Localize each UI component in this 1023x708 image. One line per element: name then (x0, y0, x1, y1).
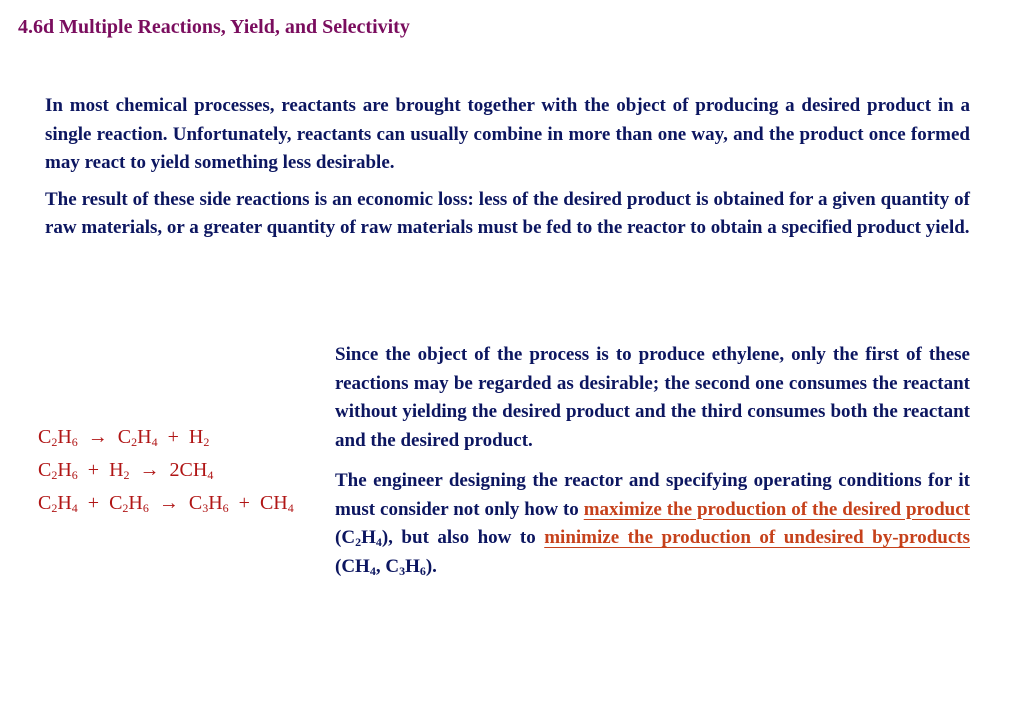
intro-paragraph-2: The result of these side reactions is an economic loss: less of the desired product is obtained for a given quantity of raw materials, or a greater quantity of raw materials must be fed to the reactor to obtain a specified product yield. (45, 188, 970, 238)
plus-sign: + (238, 492, 250, 514)
formula-h2: $H_2$ (188, 426, 210, 449)
reaction-2 (38, 454, 328, 487)
formula-h2: $H_2$ (109, 459, 130, 482)
formula-c2h6: $C_2H_6$ (38, 459, 78, 482)
formula-c2h4: $C_2H_4$ (38, 492, 78, 515)
page-title: 4.6d Multiple Reactions, Yield, and Selectivity (18, 16, 410, 38)
reaction-arrow: → (87, 426, 108, 448)
intro-paragraph-1: In most chemical processes, reactants are brought together with the object of producing a desired product in a single reaction. Unfortunately, reactants can usually combine in more than one way, and the product once formed may react to yield something less desirable. (45, 95, 970, 173)
reaction-arrow: → (158, 492, 179, 514)
reaction-equations (38, 421, 328, 520)
formula-c3h6: $C_3H_6$ (188, 492, 229, 515)
reaction-1 (38, 421, 328, 454)
explanation-paragraph-2: The engineer designing the reactor and specifying operating conditions for it must consider not only how to maximize the production of the desired product $(C_2H_4)$, but also how to minimize the production of undesired by-products ($CH_4$, $C_3H_6$). (335, 470, 970, 578)
plus-sign: + (87, 459, 100, 481)
reaction-arrow: → (139, 459, 160, 481)
explanation-paragraph-1: Since the object of the process is to produce ethylene, only the first of these reactions may be regarded as desirable; the second one consumes the reactant without yielding the desired product and the third consumes both the reactant and the desired product. (335, 344, 970, 451)
maximize-production-link[interactable]: maximize the production of the desired product (583, 498, 970, 520)
minimize-byproducts-link[interactable]: minimize the production of undesired by-products (544, 527, 970, 548)
explanation-section (335, 341, 970, 593)
formula-c2h6: $C_2H_6$ (109, 492, 149, 515)
formula-2ch4: $2CH_4$ (169, 459, 214, 482)
formula-c2h4: $C_2H_4$ (117, 426, 158, 449)
intro-section (45, 92, 970, 251)
formula-c2h6: $C_2H_6$ (38, 426, 78, 449)
formula-ch4: $CH_4$ (259, 492, 294, 515)
plus-sign: + (87, 492, 100, 514)
reaction-3 (38, 487, 328, 520)
plus-sign: + (167, 426, 179, 448)
